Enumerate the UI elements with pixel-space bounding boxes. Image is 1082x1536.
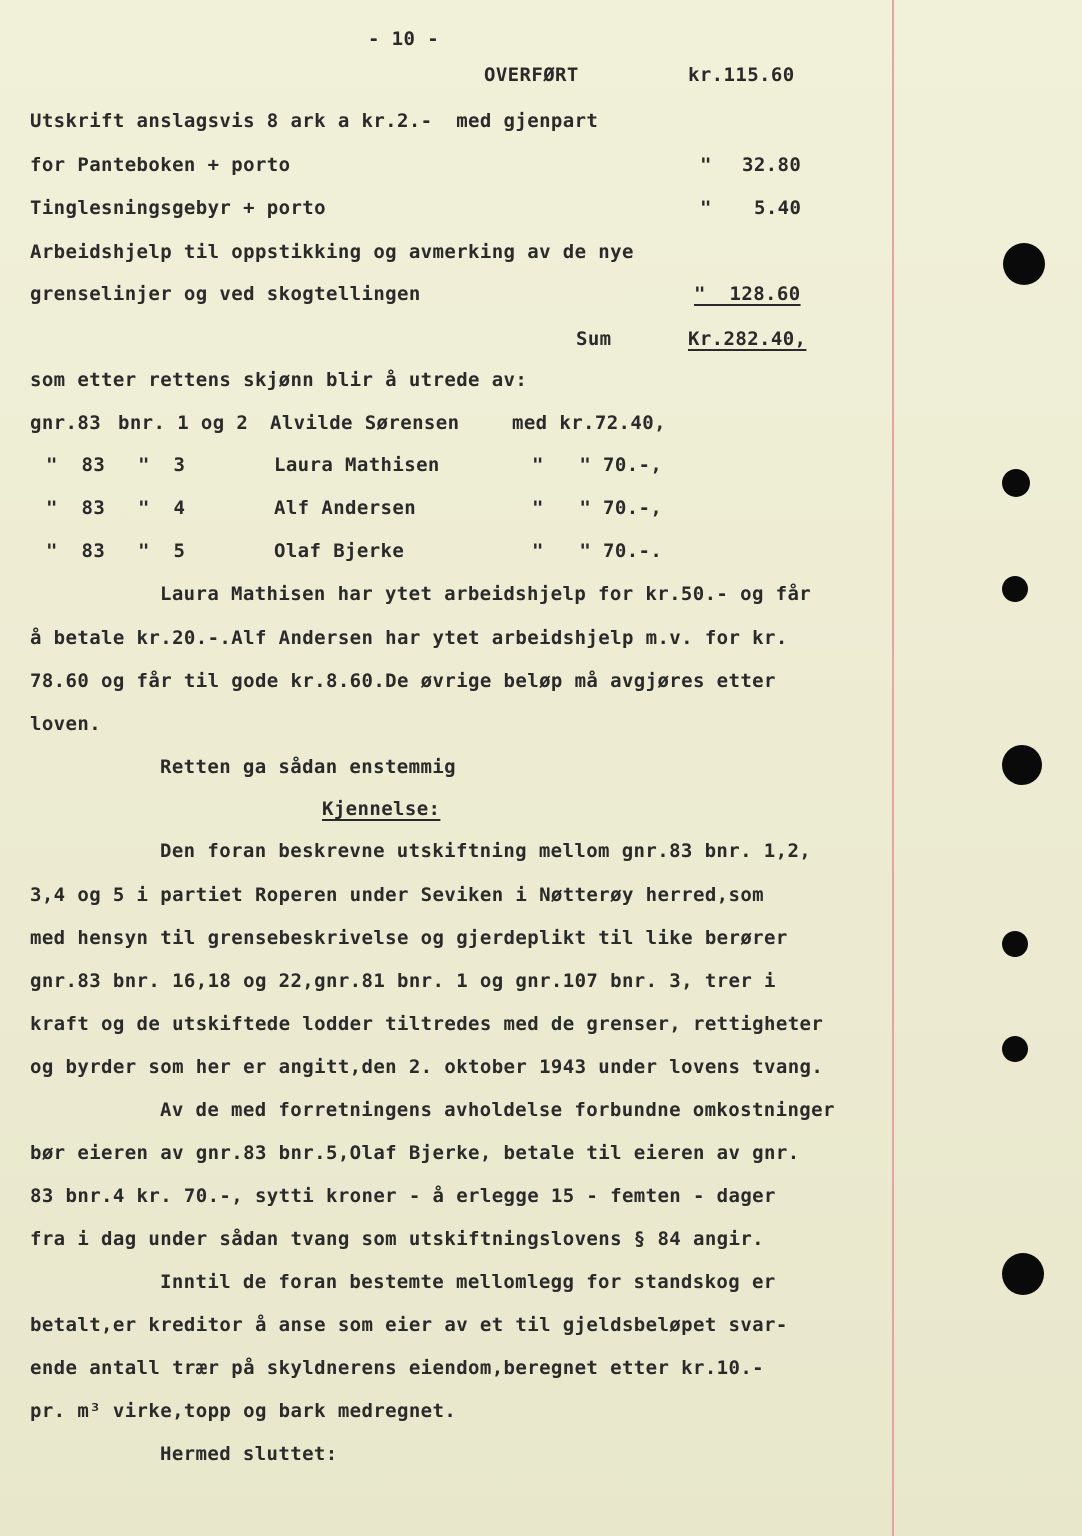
ditto-mark: " (700, 197, 712, 219)
paragraph-line: loven. (30, 713, 102, 735)
share-amount: " " 70.-. (532, 540, 663, 562)
paragraph-line: bør eieren av gnr.83 bnr.5,Olaf Bjerke, betale til eieren av gnr. (30, 1142, 800, 1164)
paragraph-line: ende antall trær på skyldnerens eiendom,beregnet etter kr.10.- (30, 1357, 765, 1379)
share-gnr: " 83 (46, 454, 106, 476)
page-number: - 10 - (368, 28, 440, 50)
share-gnr: " 83 (46, 497, 106, 519)
paragraph-line: gnr.83 bnr. 16,18 og 22,gnr.81 bnr. 1 og gnr.107 bnr. 3, trer i (30, 970, 776, 992)
cost-line-text: grenselinjer og ved skogtellingen (30, 283, 421, 305)
ditto-mark: " (700, 154, 712, 176)
closing-line: Hermed sluttet: (160, 1443, 338, 1465)
paragraph-line: fra i dag under sådan tvang som utskiftningslovens § 84 angir. (30, 1228, 765, 1250)
paragraph-line: Inntil de foran bestemte mellomlegg for standskog er (160, 1271, 776, 1293)
paragraph-line: med hensyn til grensebeskrivelse og gjerdeplikt til like berører (30, 927, 788, 949)
paragraph-line: Den foran beskrevne utskiftning mellom gnr.83 bnr. 1,2, (160, 840, 812, 862)
paragraph-line: Laura Mathisen har ytet arbeidshjelp for kr.50.- og får (160, 583, 812, 605)
paragraph-line: pr. m³ virke,topp og bark medregnet. (30, 1400, 457, 1422)
punch-hole (1002, 576, 1028, 602)
cost-line-text: for Panteboken + porto (30, 154, 291, 176)
distribution-intro: som etter rettens skjønn blir å utrede av: (30, 369, 528, 391)
share-bnr: " 5 (138, 540, 186, 562)
share-name: Alf Andersen (274, 497, 417, 519)
share-bnr: " 4 (138, 497, 186, 519)
share-amount: med kr.72.40, (512, 412, 666, 434)
share-gnr: gnr.83 (30, 412, 102, 434)
share-name: Laura Mathisen (274, 454, 440, 476)
paragraph-line: Av de med forretningens avholdelse forbundne omkostninger (160, 1099, 835, 1121)
punch-hole (1002, 469, 1030, 497)
cost-amount: 5.40 (754, 197, 802, 219)
paragraph-line: å betale kr.20.-.Alf Andersen har ytet arbeidshjelp m.v. for kr. (30, 627, 788, 649)
kjennelse-heading: Kjennelse: (322, 798, 441, 820)
margin-line (892, 0, 894, 1536)
share-bnr: " 3 (138, 454, 186, 476)
carried-forward-label: OVERFØRT (484, 64, 579, 86)
share-amount: " " 70.-, (532, 497, 663, 519)
cost-amount: " 128.60 (694, 283, 801, 305)
cost-line-text: Arbeidshjelp til oppstikking og avmerking av de nye (30, 241, 634, 263)
share-gnr: " 83 (46, 540, 106, 562)
court-decision-line: Retten ga sådan enstemmig (160, 756, 456, 778)
share-amount: " " 70.-, (532, 454, 663, 476)
punch-hole (1002, 1036, 1028, 1062)
punch-hole (1002, 745, 1042, 785)
paragraph-line: 78.60 og får til gode kr.8.60.De øvrige beløp må avgjøres etter (30, 670, 776, 692)
paragraph-line: 83 bnr.4 kr. 70.-, sytti kroner - å erlegge 15 - femten - dager (30, 1185, 776, 1207)
sum-amount: Kr.282.40, (688, 328, 807, 350)
paragraph-line: betalt,er kreditor å anse som eier av et til gjeldsbeløpet svar- (30, 1314, 788, 1336)
punch-hole (1002, 931, 1028, 957)
punch-hole (1003, 243, 1045, 285)
paragraph-line: og byrder som her er angitt,den 2. oktober 1943 under lovens tvang. (30, 1056, 824, 1078)
cost-amount: 32.80 (742, 154, 802, 176)
paragraph-line: 3,4 og 5 i partiet Roperen under Seviken i Nøtterøy herred,som (30, 884, 765, 906)
sum-label: Sum (576, 328, 612, 350)
punch-hole (1002, 1253, 1044, 1295)
share-name: Alvilde Sørensen (270, 412, 460, 434)
share-bnr: bnr. 1 og 2 (118, 412, 249, 434)
cost-line-text: Utskrift anslagsvis 8 ark a kr.2.- med gjenpart (30, 110, 599, 132)
paragraph-line: kraft og de utskiftede lodder tiltredes med de grenser, rettigheter (30, 1013, 824, 1035)
share-name: Olaf Bjerke (274, 540, 405, 562)
carried-forward-amount: kr.115.60 (688, 64, 795, 86)
cost-line-text: Tinglesningsgebyr + porto (30, 197, 326, 219)
